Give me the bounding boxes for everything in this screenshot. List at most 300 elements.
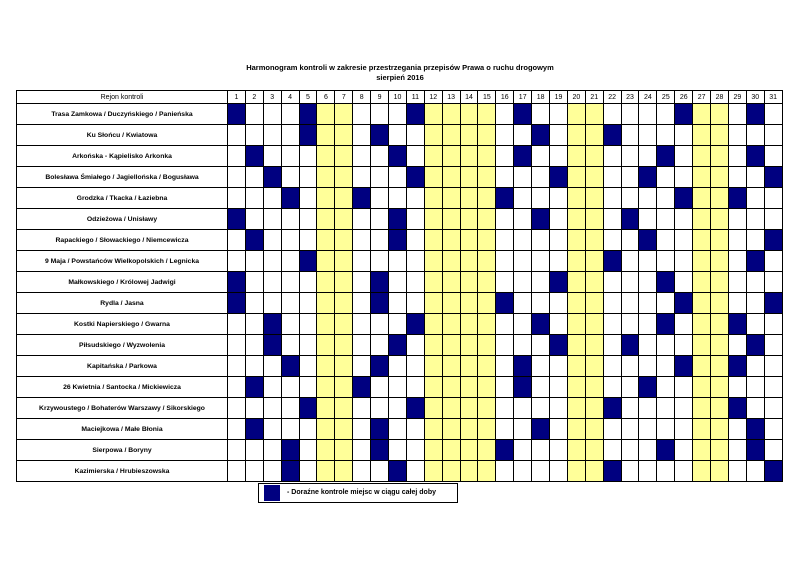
weekend-cell bbox=[711, 356, 729, 377]
day-cell bbox=[532, 146, 550, 167]
day-cell bbox=[371, 377, 389, 398]
weekend-cell bbox=[478, 314, 496, 335]
day-cell bbox=[514, 335, 532, 356]
day-cell bbox=[371, 104, 389, 125]
control-cell-marked bbox=[281, 440, 299, 461]
weekend-cell bbox=[335, 356, 353, 377]
weekend-cell bbox=[424, 104, 442, 125]
weekend-cell bbox=[460, 398, 478, 419]
region-label: Trasa Zamkowa / Duczyńskiego / Panieńska bbox=[17, 104, 228, 125]
day-header: 7 bbox=[335, 91, 353, 104]
weekend-cell bbox=[424, 293, 442, 314]
weekend-cell bbox=[424, 335, 442, 356]
control-cell-marked bbox=[406, 314, 424, 335]
day-cell bbox=[496, 146, 514, 167]
day-cell bbox=[281, 314, 299, 335]
day-cell bbox=[639, 398, 657, 419]
day-cell bbox=[532, 377, 550, 398]
control-cell-marked bbox=[299, 104, 317, 125]
control-cell-marked bbox=[496, 188, 514, 209]
day-cell bbox=[550, 440, 568, 461]
weekend-cell bbox=[424, 251, 442, 272]
weekend-cell bbox=[424, 314, 442, 335]
control-cell-marked bbox=[263, 167, 281, 188]
day-cell bbox=[514, 230, 532, 251]
weekend-cell bbox=[460, 125, 478, 146]
weekend-cell bbox=[711, 293, 729, 314]
day-cell bbox=[389, 419, 407, 440]
weekend-cell bbox=[442, 251, 460, 272]
weekend-cell bbox=[317, 398, 335, 419]
day-cell bbox=[406, 356, 424, 377]
day-cell bbox=[764, 314, 782, 335]
day-cell bbox=[353, 146, 371, 167]
day-cell bbox=[514, 272, 532, 293]
day-cell bbox=[228, 251, 246, 272]
weekend-cell bbox=[585, 272, 603, 293]
day-cell bbox=[496, 398, 514, 419]
day-cell bbox=[406, 419, 424, 440]
table-row bbox=[17, 104, 783, 125]
control-cell-marked bbox=[281, 356, 299, 377]
region-label: Kostki Napierskiego / Gwarna bbox=[17, 314, 228, 335]
day-cell bbox=[299, 272, 317, 293]
day-cell bbox=[496, 272, 514, 293]
weekend-cell bbox=[442, 335, 460, 356]
region-label: 9 Maja / Powstańców Wielkopolskich / Legnicka bbox=[17, 251, 228, 272]
day-cell bbox=[657, 209, 675, 230]
control-cell-marked bbox=[245, 230, 263, 251]
day-cell bbox=[245, 461, 263, 482]
region-label: Grodzka / Tkacka / Łaziebna bbox=[17, 188, 228, 209]
weekend-cell bbox=[442, 398, 460, 419]
control-cell-marked bbox=[675, 356, 693, 377]
day-cell bbox=[532, 167, 550, 188]
weekend-cell bbox=[317, 230, 335, 251]
day-cell bbox=[371, 335, 389, 356]
weekend-cell bbox=[567, 188, 585, 209]
day-cell bbox=[764, 104, 782, 125]
day-cell bbox=[603, 188, 621, 209]
day-cell bbox=[496, 335, 514, 356]
weekend-cell bbox=[711, 251, 729, 272]
day-cell bbox=[281, 230, 299, 251]
day-cell bbox=[603, 440, 621, 461]
day-cell bbox=[245, 398, 263, 419]
control-cell-marked bbox=[639, 230, 657, 251]
weekend-cell bbox=[424, 125, 442, 146]
weekend-cell bbox=[693, 272, 711, 293]
schedule-title: Harmonogram kontroli w zakresie przestrzegania przepisów Prawa o ruchu drogowym bbox=[246, 63, 554, 72]
day-cell bbox=[353, 398, 371, 419]
day-cell bbox=[639, 335, 657, 356]
day-header: 2 bbox=[245, 91, 263, 104]
day-cell bbox=[657, 356, 675, 377]
weekend-cell bbox=[711, 209, 729, 230]
day-cell bbox=[657, 230, 675, 251]
control-cell-marked bbox=[245, 146, 263, 167]
control-cell-marked bbox=[406, 104, 424, 125]
day-cell bbox=[639, 293, 657, 314]
control-cell-marked bbox=[639, 377, 657, 398]
weekend-cell bbox=[335, 293, 353, 314]
day-header: 23 bbox=[621, 91, 639, 104]
day-cell bbox=[353, 314, 371, 335]
day-cell bbox=[728, 125, 746, 146]
day-cell bbox=[496, 251, 514, 272]
weekend-cell bbox=[693, 188, 711, 209]
weekend-cell bbox=[585, 356, 603, 377]
day-cell bbox=[550, 356, 568, 377]
day-cell bbox=[728, 377, 746, 398]
weekend-cell bbox=[693, 209, 711, 230]
day-cell bbox=[245, 356, 263, 377]
day-cell bbox=[228, 167, 246, 188]
day-header: 11 bbox=[406, 91, 424, 104]
weekend-cell bbox=[585, 419, 603, 440]
control-cell-marked bbox=[299, 125, 317, 146]
day-cell bbox=[675, 146, 693, 167]
control-cell-marked bbox=[514, 356, 532, 377]
weekend-cell bbox=[585, 335, 603, 356]
control-cell-marked bbox=[228, 104, 246, 125]
weekend-cell bbox=[460, 293, 478, 314]
weekend-cell bbox=[693, 146, 711, 167]
control-cell-marked bbox=[532, 419, 550, 440]
day-cell bbox=[746, 356, 764, 377]
weekend-cell bbox=[317, 104, 335, 125]
weekend-cell bbox=[335, 251, 353, 272]
day-cell bbox=[764, 188, 782, 209]
day-cell bbox=[764, 209, 782, 230]
weekend-cell bbox=[585, 314, 603, 335]
control-cell-marked bbox=[514, 377, 532, 398]
day-cell bbox=[764, 146, 782, 167]
day-cell bbox=[228, 356, 246, 377]
day-cell bbox=[621, 272, 639, 293]
day-cell bbox=[532, 440, 550, 461]
control-cell-marked bbox=[764, 293, 782, 314]
weekend-cell bbox=[585, 377, 603, 398]
control-cell-marked bbox=[496, 293, 514, 314]
day-header: 17 bbox=[514, 91, 532, 104]
day-cell bbox=[621, 167, 639, 188]
weekend-cell bbox=[711, 377, 729, 398]
day-cell bbox=[263, 146, 281, 167]
weekend-cell bbox=[442, 146, 460, 167]
day-cell bbox=[228, 440, 246, 461]
weekend-cell bbox=[335, 209, 353, 230]
control-cell-marked bbox=[228, 293, 246, 314]
day-cell bbox=[728, 293, 746, 314]
day-cell bbox=[657, 398, 675, 419]
day-cell bbox=[550, 104, 568, 125]
day-cell bbox=[353, 293, 371, 314]
weekend-cell bbox=[567, 293, 585, 314]
weekend-cell bbox=[460, 377, 478, 398]
weekend-cell bbox=[567, 167, 585, 188]
weekend-cell bbox=[335, 419, 353, 440]
day-cell bbox=[675, 251, 693, 272]
weekend-cell bbox=[567, 230, 585, 251]
day-cell bbox=[657, 125, 675, 146]
weekend-cell bbox=[424, 209, 442, 230]
weekend-cell bbox=[460, 335, 478, 356]
weekend-cell bbox=[711, 167, 729, 188]
weekend-cell bbox=[585, 125, 603, 146]
control-cell-marked bbox=[228, 272, 246, 293]
day-cell bbox=[263, 209, 281, 230]
day-header: 4 bbox=[281, 91, 299, 104]
day-cell bbox=[639, 440, 657, 461]
weekend-cell bbox=[711, 461, 729, 482]
control-cell-marked bbox=[639, 167, 657, 188]
day-cell bbox=[603, 167, 621, 188]
day-cell bbox=[281, 167, 299, 188]
weekend-cell bbox=[567, 125, 585, 146]
weekend-cell bbox=[442, 125, 460, 146]
weekend-cell bbox=[317, 293, 335, 314]
control-cell-marked bbox=[389, 146, 407, 167]
control-cell-marked bbox=[514, 146, 532, 167]
day-cell bbox=[299, 230, 317, 251]
day-header: 5 bbox=[299, 91, 317, 104]
day-cell bbox=[764, 440, 782, 461]
day-cell bbox=[550, 125, 568, 146]
weekend-cell bbox=[442, 293, 460, 314]
day-cell bbox=[371, 251, 389, 272]
weekend-cell bbox=[460, 314, 478, 335]
day-cell bbox=[621, 377, 639, 398]
day-cell bbox=[496, 356, 514, 377]
weekend-cell bbox=[460, 356, 478, 377]
day-cell bbox=[603, 314, 621, 335]
weekend-cell bbox=[693, 335, 711, 356]
day-cell bbox=[675, 461, 693, 482]
region-label: Maciejkowa / Małe Błonia bbox=[17, 419, 228, 440]
day-header: 24 bbox=[639, 91, 657, 104]
control-cell-marked bbox=[532, 314, 550, 335]
day-cell bbox=[550, 461, 568, 482]
day-cell bbox=[621, 251, 639, 272]
day-header: 21 bbox=[585, 91, 603, 104]
weekend-cell bbox=[442, 167, 460, 188]
day-cell bbox=[746, 461, 764, 482]
day-cell bbox=[728, 461, 746, 482]
day-cell bbox=[657, 335, 675, 356]
day-cell bbox=[621, 230, 639, 251]
weekend-cell bbox=[693, 419, 711, 440]
day-cell bbox=[746, 293, 764, 314]
day-cell bbox=[496, 461, 514, 482]
day-cell bbox=[639, 461, 657, 482]
day-cell bbox=[228, 461, 246, 482]
weekend-cell bbox=[335, 398, 353, 419]
day-cell bbox=[496, 419, 514, 440]
weekend-cell bbox=[442, 104, 460, 125]
day-cell bbox=[353, 440, 371, 461]
day-cell bbox=[657, 293, 675, 314]
weekend-cell bbox=[424, 146, 442, 167]
day-cell bbox=[514, 461, 532, 482]
day-cell bbox=[281, 104, 299, 125]
day-cell bbox=[746, 314, 764, 335]
weekend-cell bbox=[711, 188, 729, 209]
control-cell-marked bbox=[603, 398, 621, 419]
weekend-cell bbox=[460, 188, 478, 209]
region-label: Rapackiego / Słowackiego / Niemcewicza bbox=[17, 230, 228, 251]
weekend-cell bbox=[478, 104, 496, 125]
day-cell bbox=[621, 188, 639, 209]
day-cell bbox=[299, 293, 317, 314]
day-cell bbox=[371, 314, 389, 335]
day-cell bbox=[406, 209, 424, 230]
day-cell bbox=[639, 125, 657, 146]
weekend-cell bbox=[460, 209, 478, 230]
day-cell bbox=[746, 167, 764, 188]
control-cell-marked bbox=[746, 251, 764, 272]
weekend-cell bbox=[317, 272, 335, 293]
day-cell bbox=[371, 461, 389, 482]
weekend-cell bbox=[442, 272, 460, 293]
weekend-cell bbox=[693, 461, 711, 482]
day-cell bbox=[263, 377, 281, 398]
day-cell bbox=[532, 293, 550, 314]
control-cell-marked bbox=[532, 125, 550, 146]
weekend-cell bbox=[693, 251, 711, 272]
weekend-cell bbox=[693, 314, 711, 335]
day-cell bbox=[299, 440, 317, 461]
weekend-cell bbox=[335, 335, 353, 356]
control-cell-marked bbox=[746, 146, 764, 167]
day-cell bbox=[389, 356, 407, 377]
control-cell-marked bbox=[728, 398, 746, 419]
weekend-cell bbox=[711, 272, 729, 293]
control-cell-marked bbox=[371, 125, 389, 146]
day-cell bbox=[406, 188, 424, 209]
table-row bbox=[17, 293, 783, 314]
legend-text: - Doraźne kontrole miejsc w ciągu całej doby bbox=[287, 489, 436, 496]
day-cell bbox=[389, 398, 407, 419]
day-cell bbox=[550, 419, 568, 440]
day-cell bbox=[764, 335, 782, 356]
day-cell bbox=[621, 293, 639, 314]
day-cell bbox=[746, 209, 764, 230]
control-cell-marked bbox=[389, 209, 407, 230]
day-cell bbox=[603, 146, 621, 167]
day-header: 10 bbox=[389, 91, 407, 104]
schedule-month: sierpień 2016 bbox=[376, 73, 424, 82]
control-cell-marked bbox=[550, 335, 568, 356]
region-label: Arkońska - Kąpielisko Arkonka bbox=[17, 146, 228, 167]
day-cell bbox=[639, 251, 657, 272]
day-cell bbox=[675, 209, 693, 230]
weekend-cell bbox=[711, 104, 729, 125]
weekend-cell bbox=[317, 419, 335, 440]
table-row bbox=[17, 272, 783, 293]
day-cell bbox=[639, 314, 657, 335]
day-cell bbox=[728, 419, 746, 440]
day-header: 26 bbox=[675, 91, 693, 104]
day-cell bbox=[746, 230, 764, 251]
day-header: 28 bbox=[711, 91, 729, 104]
table-row bbox=[17, 440, 783, 461]
day-cell bbox=[550, 398, 568, 419]
control-cell-marked bbox=[621, 209, 639, 230]
weekend-cell bbox=[478, 209, 496, 230]
weekend-cell bbox=[317, 125, 335, 146]
day-cell bbox=[371, 230, 389, 251]
table-row bbox=[17, 356, 783, 377]
day-cell bbox=[621, 440, 639, 461]
weekend-cell bbox=[567, 440, 585, 461]
day-cell bbox=[675, 125, 693, 146]
day-cell bbox=[621, 314, 639, 335]
control-cell-marked bbox=[263, 314, 281, 335]
day-cell bbox=[281, 272, 299, 293]
day-cell bbox=[603, 377, 621, 398]
day-cell bbox=[675, 230, 693, 251]
day-header: 22 bbox=[603, 91, 621, 104]
weekend-cell bbox=[460, 461, 478, 482]
day-cell bbox=[675, 167, 693, 188]
day-cell bbox=[389, 167, 407, 188]
weekend-cell bbox=[711, 440, 729, 461]
weekend-cell bbox=[478, 230, 496, 251]
weekend-cell bbox=[585, 440, 603, 461]
control-cell-marked bbox=[746, 104, 764, 125]
day-cell bbox=[406, 440, 424, 461]
day-cell bbox=[281, 146, 299, 167]
day-cell bbox=[514, 398, 532, 419]
table-row bbox=[17, 398, 783, 419]
weekend-cell bbox=[335, 167, 353, 188]
weekend-cell bbox=[711, 314, 729, 335]
day-cell bbox=[657, 251, 675, 272]
day-cell bbox=[514, 293, 532, 314]
day-cell bbox=[299, 419, 317, 440]
day-cell bbox=[389, 188, 407, 209]
weekend-cell bbox=[585, 461, 603, 482]
day-cell bbox=[728, 251, 746, 272]
day-header: 16 bbox=[496, 91, 514, 104]
day-cell bbox=[389, 293, 407, 314]
table-row bbox=[17, 146, 783, 167]
day-cell bbox=[496, 314, 514, 335]
day-cell bbox=[406, 461, 424, 482]
day-header: 25 bbox=[657, 91, 675, 104]
weekend-cell bbox=[317, 314, 335, 335]
weekend-cell bbox=[442, 356, 460, 377]
day-cell bbox=[406, 293, 424, 314]
weekend-cell bbox=[711, 146, 729, 167]
day-cell bbox=[353, 272, 371, 293]
weekend-cell bbox=[335, 146, 353, 167]
region-label: Kapitańska / Parkowa bbox=[17, 356, 228, 377]
day-cell bbox=[371, 209, 389, 230]
region-label: Bolesława Śmiałego / Jagiellońska / Bogusława bbox=[17, 167, 228, 188]
day-cell bbox=[746, 125, 764, 146]
weekend-cell bbox=[567, 314, 585, 335]
day-cell bbox=[353, 419, 371, 440]
day-header: 9 bbox=[371, 91, 389, 104]
day-cell bbox=[550, 293, 568, 314]
day-cell bbox=[496, 104, 514, 125]
day-cell bbox=[532, 335, 550, 356]
weekend-cell bbox=[567, 251, 585, 272]
weekend-cell bbox=[424, 461, 442, 482]
day-cell bbox=[603, 419, 621, 440]
